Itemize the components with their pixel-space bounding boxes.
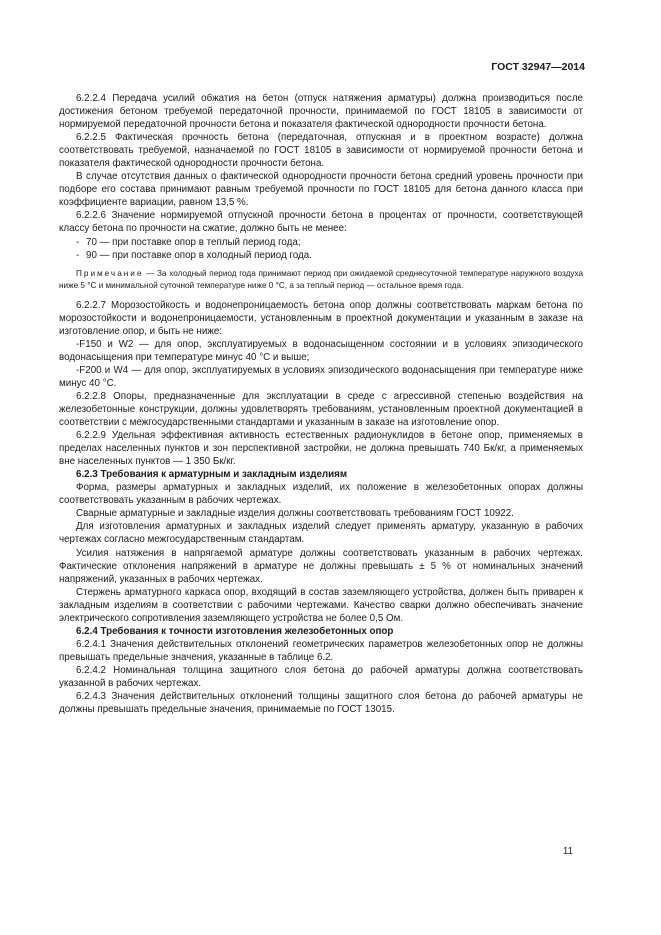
list-item-text: 70 — при поставке опор в теплый период года; [86, 236, 301, 248]
note [59, 268, 583, 292]
dash-marker: - [76, 338, 80, 350]
document-body [59, 92, 583, 716]
paragraph-6-2-2-4: 6.2.2.4 Передача усилий обжатия на бетон (отпуск натяжения арматуры) должна производиться после достижения бетоном требуемой передаточной прочности, принимаемой по ГОСТ 18105 в зависимости от нормируемой передаточной прочности бетона и показателя фактической однородности прочности бетона. [59, 93, 583, 131]
paragraph: Усилия натяжения в напрягаемой арматуре должны соответствовать указанным в рабочих чертежах. Фактические отклонения напряжений в арматуре не должны превышать ± 5 % от номинальных значений напряжений, указанных в рабочих чертежах. [59, 547, 583, 585]
paragraph: Форма, размеры арматурных и закладных изделий, их положение в железобетонных опорах должны соответствовать указанным в рабочих чертежах. [59, 482, 583, 507]
paragraph-uniformity: В случае отсутствия данных о фактической однородности прочности бетона средний уровень прочности при подборе его состава принимают равным требуемой прочности по ГОСТ 18105 для бетона данного класса при коэффициенте вариации, равном 13,5 %. [59, 171, 583, 209]
paragraph-6-2-4-2: 6.2.4.2 Номинальная толщина защитного слоя бетона до рабочей арматуры должна соответствовать указанной в рабочих чертежах. [59, 664, 583, 689]
paragraph-6-2-2-6: 6.2.2.6 Значение нормируемой отпускной прочности бетона в процентах от прочности, соответствующей классу бетона по прочности на сжатие, должно быть не менее: [59, 210, 583, 235]
list-item-text: F150 и W2 — для опор, эксплуатируемых в водонасыщенном состоянии и в условиях эпизодического водонасыщения при температуре минус 40 °С и выше; [59, 338, 583, 363]
paragraph-6-2-2-7: 6.2.2.7 Морозостойкость и водонепроницаемость бетона опор должны соответствовать маркам бетона по морозостойкости и водонепроницаемости, установленным в проектной документации и указанным в заказе на изготовление опор, и быть не ниже: [59, 299, 583, 337]
dash-marker: - [76, 364, 80, 376]
paragraph-6-2-2-5: 6.2.2.5 Фактическая прочность бетона (передаточная, отпускная и в проектном возрасте) должна соответствовать требуемой, назначаемой по ГОСТ 18105 в зависимости от нормируемой прочности бетона и показателя фактической однородности прочности бетона. [59, 132, 583, 170]
list-item [59, 338, 583, 364]
paragraph-6-2-2-9: 6.2.2.9 Удельная эффективная активность естественных радионуклидов в бетоне опор, применяемых в пределах населенных пунктов и зон перспективной застройки, не должна превышать 740 Бк/кг, а применяемых вне населенных пунктов — 1 350 Бк/кг. [59, 430, 583, 468]
paragraph-6-2-2-8: 6.2.2.8 Опоры, предназначенные для эксплуатации в среде с агрессивной степенью воздействия на железобетонные конструкции, должны удовлетворять требованиям, установленным проектной документацией в соответствии с межгосударственными стандартами и указанным в заказе на изготовление опор. [59, 390, 583, 429]
paragraph: Для изготовления арматурных и закладных изделий следует применять арматуру, указанную в рабочих чертежах согласно межгосударственным стандартам. [59, 521, 583, 546]
list-item [59, 364, 583, 390]
list-item [59, 249, 583, 262]
standard-number: ГОСТ 32947—2014 [491, 61, 585, 73]
paragraph-6-2-4-1: 6.2.4.1 Значения действительных отклонений геометрических параметров железобетонных опор не должны превышать предельные значения, указанные в таблице 6.2. [59, 638, 583, 663]
note-text: — За холодный период года принимают период при ожидаемой среднесуточной температуре наружного воздуха ниже 5 °С и минимальной суточной температуре ниже 0 °С, а за теплый период — остальное время года. [59, 268, 583, 290]
dash-marker: - [76, 249, 80, 261]
dash-marker: - [76, 236, 80, 248]
section-heading-6-2-4: 6.2.4 Требования к точности изготовления железобетонных опор [76, 625, 394, 637]
note-label: Примечание [76, 268, 144, 278]
page-number: 11 [562, 846, 573, 857]
paragraph-6-2-4-3: 6.2.4.3 Значения действительных отклонений толщины защитного слоя бетона до рабочей арматуры не должны превышать предельные значения, принимаемые по ГОСТ 13015. [59, 691, 583, 716]
section-heading-6-2-3: 6.2.3 Требования к арматурным и закладным изделиям [76, 469, 348, 481]
list-item-text: F200 и W4 — для опор, эксплуатируемых в условиях эпизодического водонасыщения при температуре ниже минус 40 °С. [59, 364, 583, 389]
paragraph: Сварные арматурные и закладные изделия должны соответствовать требованиям ГОСТ 10922. [76, 508, 514, 520]
list-item [59, 236, 583, 249]
paragraph: Стержень арматурного каркаса опор, входящий в состав заземляющего устройства, должен быть приварен к закладным изделиям в соответствии с рабочими чертежами. Качество сварки должно обеспечивать значение электрического сопротивления заземляющего устройства не более 0,5 Ом. [59, 586, 583, 624]
list-item-text: 90 — при поставке опор в холодный период года. [86, 249, 312, 261]
